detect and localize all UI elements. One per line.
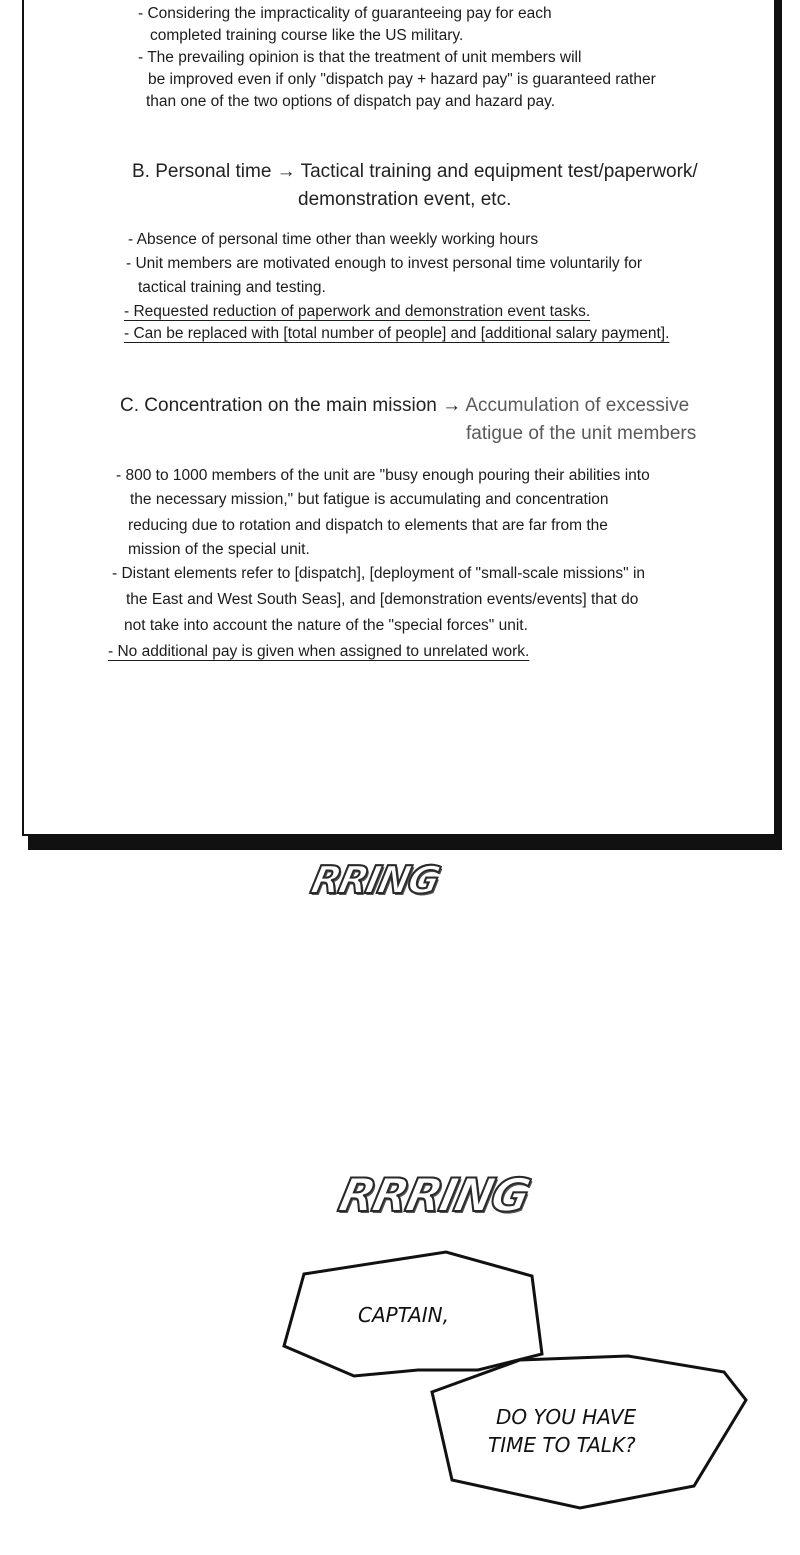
- top-bullet-1-cont: completed training course like the US military.: [150, 27, 464, 44]
- top-bullet-2: - The prevailing opinion is that the treatment of unit members will: [138, 49, 582, 66]
- section-c-line-3: reducing due to rotation and dispatch to elements that are far from the: [128, 517, 608, 534]
- top-bullet-2-cont2: than one of the two options of dispatch pay and hazard pay.: [146, 93, 556, 110]
- section-b-line-3: tactical training and testing.: [138, 279, 326, 296]
- bubble-time-to-talk-line2: TIME TO TALK?: [488, 1433, 636, 1457]
- section-b-heading-cont: demonstration event, etc.: [298, 189, 512, 210]
- section-b-heading: B. Personal time → Tactical training and equipment test/paperwork/: [132, 161, 698, 182]
- section-c-line-2: the necessary mission," but fatigue is accumulating and concentration: [130, 491, 609, 508]
- rrring-sfx: RRRING: [334, 1168, 534, 1222]
- top-bullet-2-cont: be improved even if only "dispatch pay + hazard pay" is guaranteed rather: [148, 71, 656, 88]
- section-b-line-5: - Can be replaced with [total number of people] and [additional salary payment].: [124, 325, 670, 342]
- section-c-line-6: the East and West South Seas], and [demonstration events/events] that do: [126, 591, 639, 608]
- section-c-line-7: not take into account the nature of the "special forces" unit.: [124, 617, 528, 634]
- section-c-line-5: - Distant elements refer to [dispatch], [deployment of "small-scale missions" in: [112, 565, 646, 582]
- top-bullet-1: - Considering the impracticality of guaranteeing pay for each: [138, 5, 552, 22]
- section-c-heading-part2: Accumulation of excessive: [465, 395, 690, 416]
- bubble-time-to-talk-line1: DO YOU HAVE: [496, 1405, 637, 1429]
- section-c-line-8: - No additional pay is given when assigned to unrelated work.: [108, 643, 530, 660]
- section-c-line-1: - 800 to 1000 members of the unit are "busy enough pouring their abilities into: [116, 467, 650, 484]
- section-c-heading-cont: fatigue of the unit members: [466, 423, 697, 444]
- section-b-line-4: - Requested reduction of paperwork and demonstration event tasks.: [124, 303, 591, 320]
- rring-sfx: RRING: [307, 858, 443, 902]
- section-c-heading-part1: C. Concentration on the main mission →: [120, 395, 466, 416]
- section-b-line-1: - Absence of personal time other than weekly working hours: [128, 231, 539, 248]
- section-b-line-2: - Unit members are motivated enough to invest personal time voluntarily for: [126, 255, 643, 272]
- section-c-line-4: mission of the special unit.: [128, 541, 310, 558]
- bubble-captain: CAPTAIN,: [358, 1303, 449, 1327]
